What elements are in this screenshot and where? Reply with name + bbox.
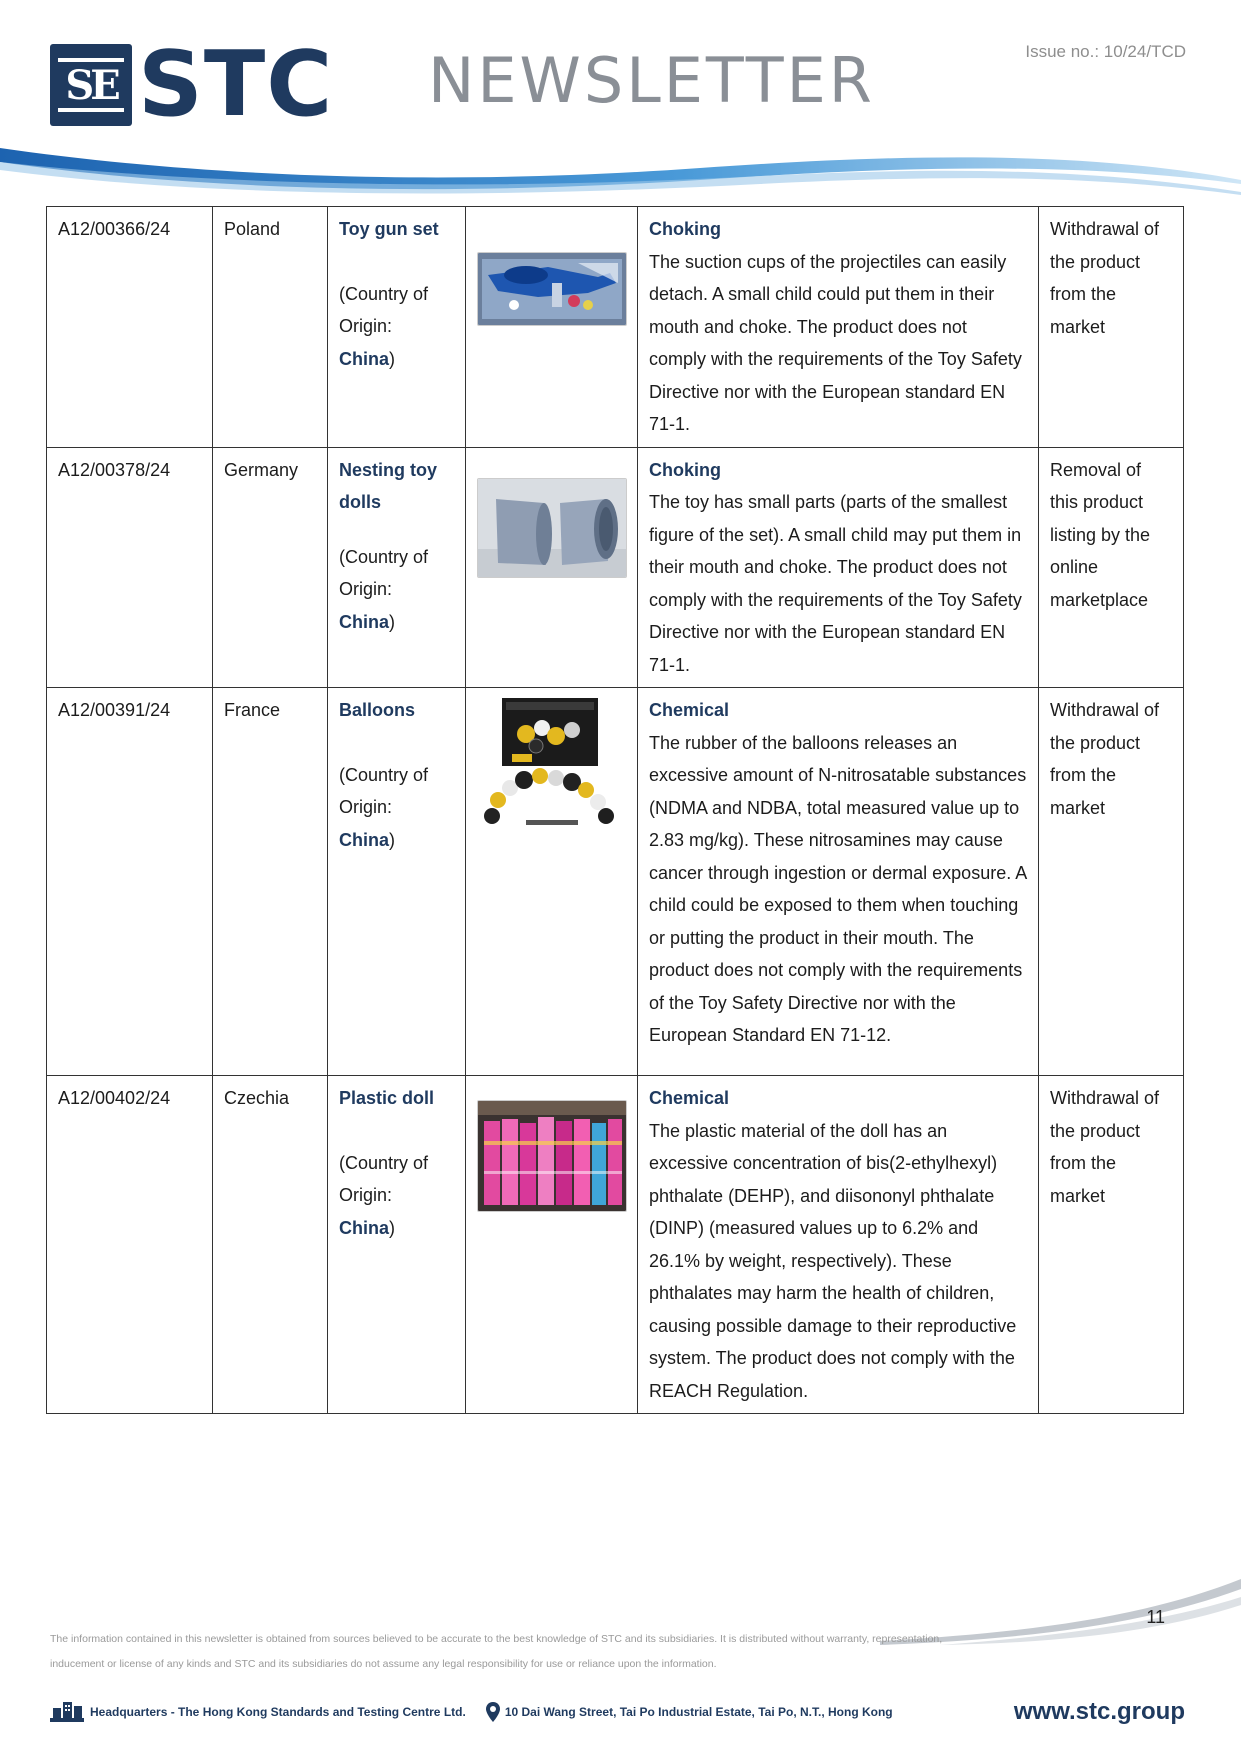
product-image-cell [466,207,638,448]
measures-cell: Withdrawal of the product from the market [1039,207,1184,448]
building-icon [50,1700,84,1724]
hazard-description: The toy has small parts (parts of the smallest figure of the set). A small child may put them in their mouth and choke. The product does not comply with the requirements of the Toy Safety Directive nor with the European standard EN 71-1. [649,492,1022,675]
product-image-cell [466,688,638,1076]
hazard-cell [638,688,1039,1076]
origin-label: (Country of Origin: [339,1152,429,1205]
product-name: Toy gun set [339,219,439,239]
newsletter-title: NEWSLETTER [428,44,875,117]
product-image-cell [466,1076,638,1414]
issue-number: Issue no.: 10/24/TCD [1025,42,1186,61]
measures-cell: Withdrawal of the product from the market [1039,688,1184,1076]
hazard-cell [638,447,1039,688]
location-pin-icon [486,1702,500,1722]
se-logo-mark: SE [50,44,132,126]
hazard-type: Choking [649,219,721,239]
product-name: Plastic doll [339,1088,435,1108]
recall-table [46,206,1184,1414]
balloons-photo [476,698,626,838]
origin-label: (Country of Origin: [339,546,429,599]
hazard-cell [638,207,1039,448]
origin-country: China [339,1217,390,1238]
hazard-description: The plastic material of the doll has an excessive concentration of bis(2-ethylhexyl) phthalate (DEHP), and diisononyl phthalate (DINP) (measured values up to 6.2% and 26.1% by weight, respectively). These phthalates may harm the health of children, causing possible damage to their reproductive system. The product does not comply with the REACH Regulation. [649,1120,1017,1401]
headquarters-label: Headquarters - The Hong Kong Standards and Testing Centre Ltd. [90,1705,466,1719]
reference-cell: A12/00402/24 [47,1076,213,1414]
toy-gun-set-photo [477,252,627,326]
product-cell: Plastic doll (Country of Origin: China) [328,1076,466,1414]
notifying-country-cell: Poland [213,207,328,448]
origin-country: China [339,829,390,850]
disclaimer-text: The information contained in this newsletter is obtained from sources believed to be accurate to the best knowledge of STC and its subsidiaries. It is distributed without warranty, representation, inducement or license of any kinds and STC and its subsidiaries do not assume any legal responsibility for use or reliance upon the information. [50,1633,943,1670]
product-name: Nesting toy dolls [339,459,438,512]
measures-cell: Removal of this product listing by the online marketplace [1039,447,1184,688]
footer-contact-row [50,1696,1185,1728]
stc-logo [50,32,334,137]
hazard-description: The suction cups of the projectiles can easily detach. A small child could put them in their mouth and choke. The product does not comply with the requirements of the Toy Safety Directive nor with the European standard EN 71-1. [649,251,1022,434]
header-swoosh-graphic [0,140,1241,210]
hazard-cell [638,1076,1039,1414]
product-cell: Toy gun set (Country of Origin: China) [328,207,466,448]
table-row [47,688,1184,1076]
product-name: Balloons [339,700,416,720]
hazard-type: Choking [649,459,721,480]
measures-cell: Withdrawal of the product from the market [1039,1076,1184,1414]
notifying-country-cell: Czechia [213,1076,328,1414]
plastic-doll-photo [477,1100,627,1212]
origin-label: (Country of Origin: [339,283,429,336]
product-cell: Balloons (Country of Origin: China) [328,688,466,1076]
origin-country: China [339,348,390,369]
page-number: 11 [1146,1607,1165,1627]
hazard-description: The rubber of the balloons releases an excessive amount of N-nitrosatable substances (NDMA and NDBA, total measured value up to 2.83 mg/kg). These nitrosamines may cause cancer through ingestion or dermal exposure. A child could be exposed to them when touching or putting the product in their mouth. The product does not comply with the requirements of the Toy Safety Directive nor with the European Standard EN 71-12. [649,732,1027,1045]
notifying-country-cell: France [213,688,328,1076]
origin-country: China [339,611,390,632]
product-image-cell [466,447,638,688]
reference-cell: A12/00366/24 [47,207,213,448]
website-link[interactable]: www.stc.group [1013,1698,1185,1725]
reference-cell: A12/00391/24 [47,688,213,1076]
hazard-type: Chemical [649,1088,730,1108]
notifying-country-cell: Germany [213,447,328,688]
table-row [47,447,1184,688]
nesting-dolls-photo [477,478,627,578]
product-cell: Nesting toy dolls (Country of Origin: China) [328,447,466,688]
logo-text: STC [138,32,334,137]
reference-cell: A12/00378/24 [47,447,213,688]
hazard-type: Chemical [649,700,730,720]
table-row [47,207,1184,448]
address-text: 10 Dai Wang Street, Tai Po Industrial Estate, Tai Po, N.T., Hong Kong [504,1705,893,1719]
origin-label: (Country of Origin: [339,764,429,817]
table-row [47,1076,1184,1414]
